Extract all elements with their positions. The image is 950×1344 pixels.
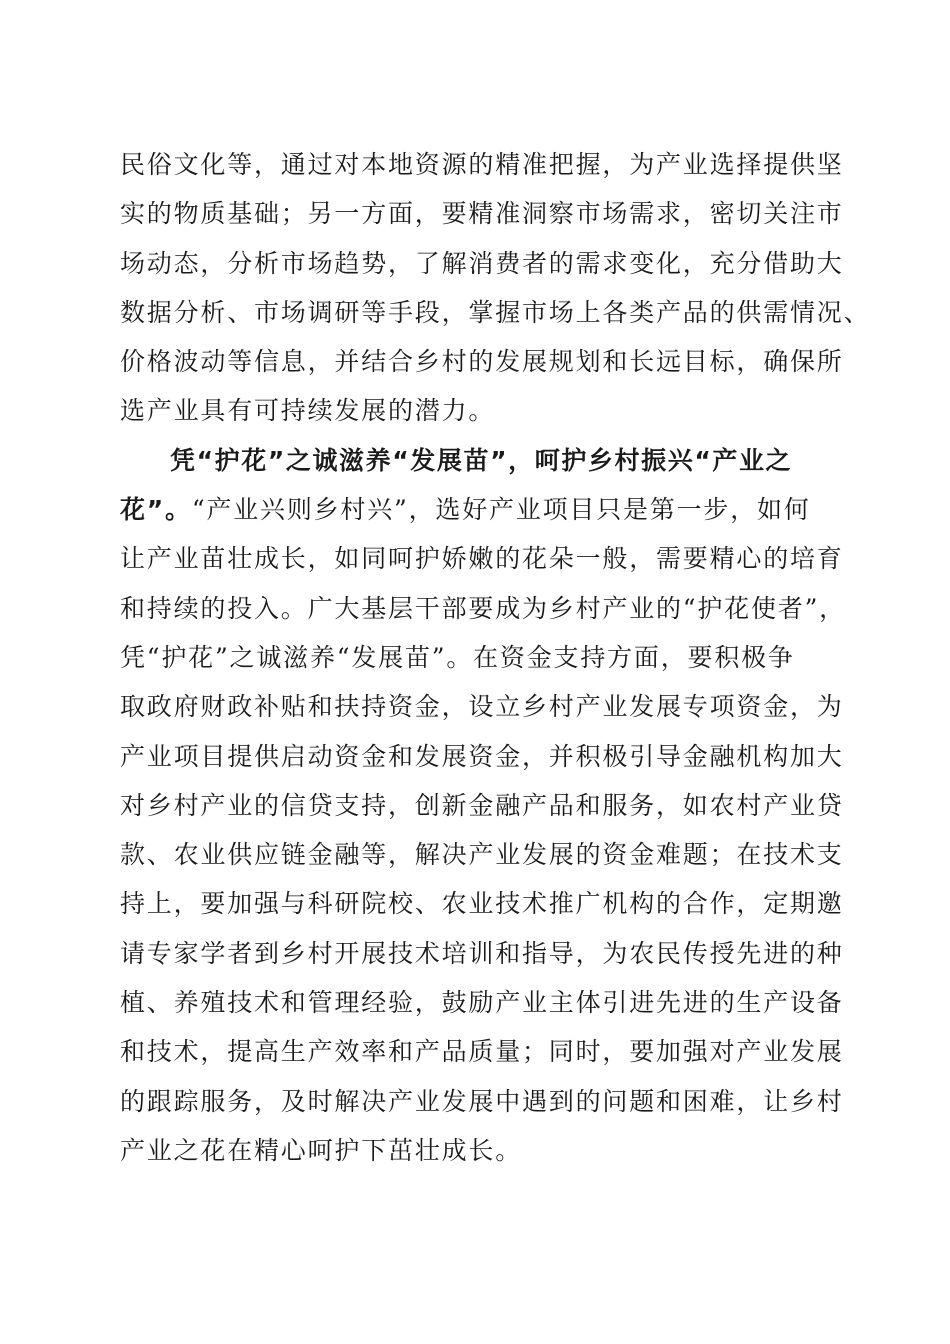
paragraph-line: 款、农业供应链金融等，解决产业发展的资金难题；在技术支: [120, 840, 844, 870]
paragraph-line: 选产业具有可持续发展的潜力。: [120, 396, 496, 426]
paragraph-line: 持上，要加强与科研院校、农业技术推广机构的合作，定期邀: [120, 889, 844, 919]
paragraph-line: 场动态，分析市场趋势，了解消费者的需求变化，充分借助大: [120, 248, 844, 278]
paragraph-line: 的跟踪服务，及时解决产业发展中遇到的问题和困难，让乡村: [120, 1086, 844, 1116]
paragraph-line: 产业项目提供启动资金和发展资金，并积极引导金融机构加大: [120, 741, 844, 771]
section-heading: 凭“护花”之诚滋养“发展苗”，呵护乡村振兴“产业之: [170, 445, 793, 475]
paragraph-line: 凭“护花”之诚滋养“发展苗”。在资金支持方面，要积极争: [120, 642, 795, 672]
paragraph-line: 和技术，提高生产效率和产品质量；同时，要加强对产业发展: [120, 1037, 844, 1067]
paragraph-line: 取政府财政补贴和扶持资金，设立乡村产业发展专项资金，为: [120, 692, 844, 722]
paragraph-line: 请专家学者到乡村开展技术培训和指导，为农民传授先进的种: [120, 938, 844, 968]
paragraph-line: 民俗文化等，通过对本地资源的精准把握，为产业选择提供坚: [120, 150, 844, 179]
paragraph-line: 对乡村产业的信贷支持，创新金融产品和服务，如农村产业贷: [120, 790, 844, 820]
paragraph-line: 和持续的投入。广大基层干部要成为乡村产业的“护花使者”，: [120, 593, 846, 623]
paragraph-line: 产业之花在精心呵护下茁壮成长。: [120, 1135, 523, 1165]
paragraph-line: [120, 485, 840, 534]
paragraph-line-text: “产业兴则乡村兴”，选好产业项目只是第一步，如何: [191, 495, 811, 525]
section-heading-end: 花”。: [120, 495, 192, 525]
paragraph-line: 实的物质基础；另一方面，要精准洞察市场需求，密切关注市: [120, 199, 844, 229]
paragraph-line: 数据分析、市场调研等手段，掌握市场上各类产品的供需情况、: [120, 297, 871, 327]
paragraph-line: 植、养殖技术和管理经验，鼓励产业主体引进先进的生产设备: [120, 988, 844, 1018]
document-body: [120, 140, 871, 1175]
paragraph-line: 价格波动等信息，并结合乡村的发展规划和长远目标，确保所: [120, 347, 844, 377]
paragraph-line: 让产业苗壮成长，如同呵护娇嫩的花朵一般，需要精心的培育: [120, 544, 844, 574]
